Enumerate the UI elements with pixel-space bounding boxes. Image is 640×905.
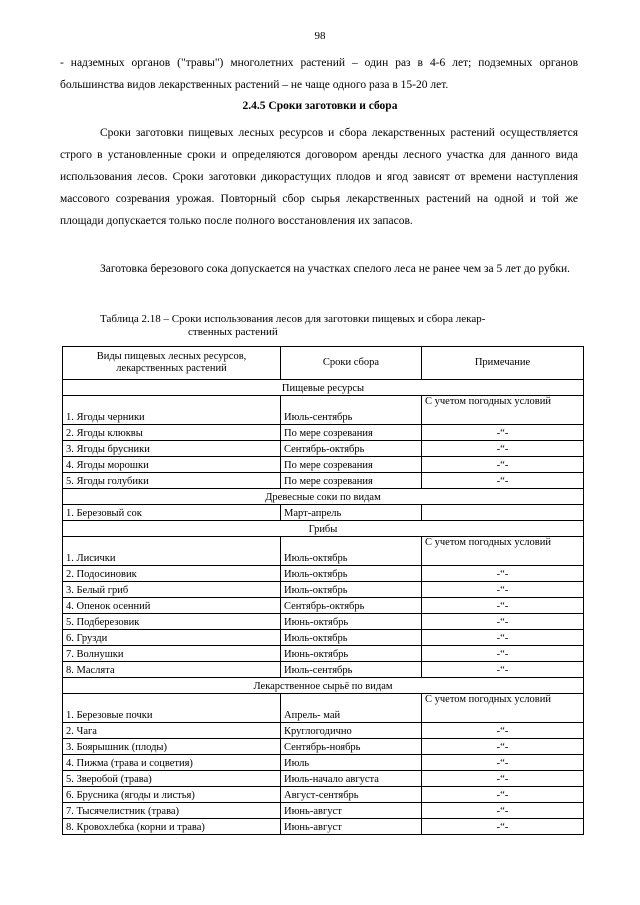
table-cell-resource: 4. Ягоды морошки: [63, 457, 281, 473]
table-cell-terms: Июнь-октябрь: [281, 614, 422, 630]
table-cell-note: -“-: [422, 771, 584, 787]
table-cell-note: -“-: [422, 425, 584, 441]
table-cell-note: -“-: [422, 646, 584, 662]
table-section-row: [63, 380, 584, 396]
table-cell-terms: Июль-сентябрь: [281, 662, 422, 678]
table-cell-terms: Июль-октябрь: [281, 630, 422, 646]
table-cell-note: -“-: [422, 787, 584, 803]
table-cell-resource: 1. Лисички: [63, 537, 281, 566]
table-cell-resource: 3. Белый гриб: [63, 582, 281, 598]
table-cell-note: -“-: [422, 723, 584, 739]
section-heading: 2.4.5 Сроки заготовки и сбора: [242, 100, 398, 112]
table-cell-terms: Сентябрь-ноябрь: [281, 739, 422, 755]
table-section-title: Древесные соки по видам: [63, 489, 584, 505]
table-row: [63, 819, 584, 835]
paragraph-collection-terms: Сроки заготовки пищевых лесных ресурсов и сбора лекарственных растений осуществляется строго в установленные сроки и определяются договором аренды лесного участка для данного вида использования лесов. Сроки заготовки дикорастущих плодов и ягод зависят от времени наступления массового созревания урожая. Повторный сбор сырья лекарственных растений на одной и той же площади допускается только после полного восстановления их запасов.: [60, 127, 578, 227]
table-cell-terms: Июль-начало августа: [281, 771, 422, 787]
table-section-title: Грибы: [63, 521, 584, 537]
table-row: [63, 537, 584, 566]
table-row: [63, 614, 584, 630]
table-caption: [100, 313, 560, 339]
table-cell-note: -“-: [422, 614, 584, 630]
table-section-row: [63, 678, 584, 694]
table-row: [63, 582, 584, 598]
table-cell-note: -“-: [422, 473, 584, 489]
table-row: [63, 598, 584, 614]
table-cell-terms: Сентябрь-октябрь: [281, 441, 422, 457]
table-row: [63, 739, 584, 755]
column-header-note: Примечание: [422, 347, 584, 380]
table-cell-terms: Июль: [281, 755, 422, 771]
table-row: [63, 787, 584, 803]
table-cell-terms: Июль-сентябрь: [281, 396, 422, 425]
table-cell-note: -“-: [422, 739, 584, 755]
table-cell-resource: 1. Березовый сок: [63, 505, 281, 521]
table-cell-terms: По мере созревания: [281, 457, 422, 473]
column-header-terms: Сроки сбора: [281, 347, 422, 380]
table-cell-terms: Круглогодично: [281, 723, 422, 739]
table-row: [63, 694, 584, 723]
table-body: [63, 380, 584, 835]
table-cell-terms: По мере созревания: [281, 425, 422, 441]
table-row: [63, 425, 584, 441]
table-cell-resource: 1. Ягоды черники: [63, 396, 281, 425]
table-cell-terms: По мере созревания: [281, 473, 422, 489]
table-cell-terms: Июль-октябрь: [281, 582, 422, 598]
table-cell-note: [422, 505, 584, 521]
table-cell-note: -“-: [422, 662, 584, 678]
table-cell-resource: 4. Опенок осенний: [63, 598, 281, 614]
table-row: [63, 505, 584, 521]
table-cell-resource: 8. Маслята: [63, 662, 281, 678]
table-cell-resource: 1. Березовые почки: [63, 694, 281, 723]
table-row: [63, 396, 584, 425]
table-row: [63, 803, 584, 819]
table-row: [63, 723, 584, 739]
table-cell-resource: 2. Ягоды клюквы: [63, 425, 281, 441]
table-cell-terms: Июнь-август: [281, 803, 422, 819]
table-cell-resource: 8. Кровохлебка (корни и трава): [63, 819, 281, 835]
table-cell-resource: 3. Боярышник (плоды): [63, 739, 281, 755]
table-header-row: [63, 347, 584, 380]
table-section-title: Пищевые ресурсы: [63, 380, 584, 396]
table-cell-terms: Апрель- май: [281, 694, 422, 723]
table-cell-resource: 3. Ягоды брусники: [63, 441, 281, 457]
table-row: [63, 457, 584, 473]
table-cell-terms: Июль-октябрь: [281, 566, 422, 582]
table-cell-terms: Сентябрь-октябрь: [281, 598, 422, 614]
table-row: [63, 662, 584, 678]
table-cell-note: -“-: [422, 457, 584, 473]
table-section-row: [63, 489, 584, 505]
table-row: [63, 755, 584, 771]
table-caption-line-2: ственных растений: [188, 326, 278, 338]
table-cell-resource: 6. Грузди: [63, 630, 281, 646]
table-section-row: [63, 521, 584, 537]
table-row: [63, 566, 584, 582]
table-cell-note: -“-: [422, 582, 584, 598]
table-cell-resource: 4. Пижма (трава и соцветия): [63, 755, 281, 771]
table-cell-note: -“-: [422, 441, 584, 457]
paragraph-birch-sap: Заготовка березового сока допускается на участках спелого леса не ранее чем за 5 лет до рубки.: [100, 263, 571, 275]
table-cell-terms: Июнь-октябрь: [281, 646, 422, 662]
table-cell-note: С учетом погодных условий: [422, 694, 584, 723]
harvest-terms-table: [62, 346, 584, 835]
table-cell-resource: 7. Волнушки: [63, 646, 281, 662]
page-number: 98: [314, 30, 326, 42]
table-row: [63, 441, 584, 457]
table-caption-line-1: Таблица 2.18 – Сроки использования лесов для заготовки пищевых и сбора лекар-: [100, 313, 486, 325]
table-cell-note: -“-: [422, 598, 584, 614]
table-row: [63, 646, 584, 662]
table-cell-resource: 2. Подосиновик: [63, 566, 281, 582]
table-cell-terms: Июнь-август: [281, 819, 422, 835]
table-row: [63, 771, 584, 787]
table-cell-terms: Март-апрель: [281, 505, 422, 521]
table-cell-terms: Июль-октябрь: [281, 537, 422, 566]
table-cell-note: -“-: [422, 803, 584, 819]
table-row: [63, 630, 584, 646]
table-cell-note: -“-: [422, 630, 584, 646]
column-header-resource: Виды пищевых лесных ресурсов, лекарственных растений: [63, 347, 281, 380]
table-cell-note: С учетом погодных условий: [422, 537, 584, 566]
table-cell-resource: 6. Брусника (ягоды и листья): [63, 787, 281, 803]
table-cell-note: -“-: [422, 566, 584, 582]
table-cell-note: С учетом погодных условий: [422, 396, 584, 425]
table-cell-note: -“-: [422, 755, 584, 771]
table-cell-resource: 5. Зверобой (трава): [63, 771, 281, 787]
table-cell-resource: 5. Подберезовик: [63, 614, 281, 630]
table-cell-resource: 7. Тысячелистник (трава): [63, 803, 281, 819]
table-cell-note: -“-: [422, 819, 584, 835]
table-row: [63, 473, 584, 489]
table-cell-resource: 2. Чага: [63, 723, 281, 739]
table-cell-resource: 5. Ягоды голубики: [63, 473, 281, 489]
table-section-title: Лекарственное сырьё по видам: [63, 678, 584, 694]
paragraph-intro: - надземных органов ("травы") многолетних растений – один раз в 4-6 лет; подземных органов большинства видов лекарственных растений – не чаще одного раза в 15-20 лет.: [60, 57, 578, 91]
table-cell-terms: Август-сентябрь: [281, 787, 422, 803]
